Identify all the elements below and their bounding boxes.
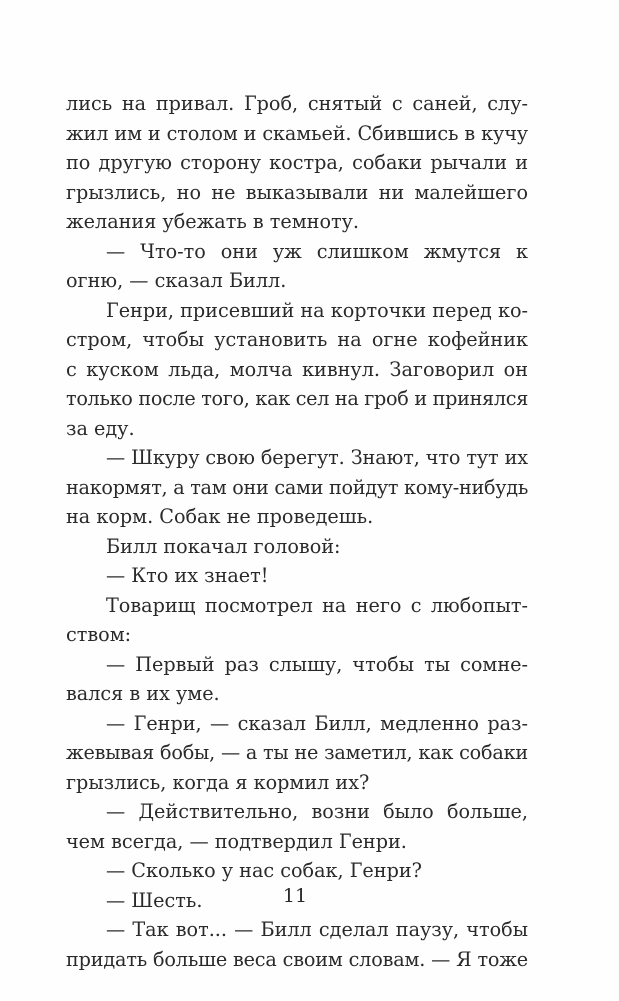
text-line: — Кто их знает!	[106, 564, 269, 587]
text-line: за еду.	[66, 416, 135, 440]
text-line: грызлись, но не выказывали ни малейшего	[66, 180, 528, 204]
text-line: на корм. Собак не проведешь.	[66, 505, 374, 528]
text-line: вался в их уме.	[66, 682, 220, 705]
text-line: с куском льда, молча кивнул. Заговорил он	[66, 357, 528, 381]
body-text	[66, 89, 528, 974]
text-line: накормят, а там они сами пойдут кому-нибудь	[66, 475, 528, 499]
text-line: Товарищ посмотрел на него с любопыт-	[106, 593, 528, 617]
text-line: ством:	[66, 623, 132, 646]
text-line: лись на привал. Гроб, снятый с саней, слу-	[66, 92, 528, 115]
text-line: грызлись, когда я кормил их?	[66, 770, 370, 794]
page-number: 11	[282, 885, 308, 907]
text-line: — Шесть.	[106, 888, 203, 912]
text-line: только после того, как сел на гроб и принялся	[66, 387, 528, 410]
text-line: жил им и столом и скамьей. Сбившись в кучу	[66, 121, 528, 145]
text-line: огню, — сказал Билл.	[66, 269, 287, 292]
text-line: чем всегда, — подтвердил Генри.	[66, 829, 407, 853]
text-line: — Шкуру свою берегут. Знают, что тут их	[106, 446, 528, 469]
text-line: — Действительно, возни было больше,	[106, 800, 528, 823]
text-line: желания убежать в темноту.	[66, 210, 360, 233]
text-line: Билл покачал головой:	[106, 534, 341, 558]
text-line: — Генри, — сказал Билл, медленно раз-	[106, 711, 528, 735]
text-line: — Сколько у нас собак, Генри?	[106, 859, 422, 882]
text-line: — Первый раз слышу, чтобы ты сомне-	[106, 652, 528, 676]
text-line: Генри, присевший на корточки перед ко-	[106, 298, 528, 322]
text-line: жевывая бобы, — а ты не заметил, как собаки	[66, 741, 528, 764]
text-line: стром, чтобы установить на огне кофейник	[66, 328, 528, 351]
text-line: — Что-то они уж слишком жмутся к	[106, 239, 528, 263]
text-line: придать больше веса своим словам. — Я тоже	[66, 947, 528, 971]
text-line: по другую сторону костра, собаки рычали и	[66, 151, 528, 174]
text-line: — Так вот... — Билл сделал паузу, чтобы	[106, 918, 528, 941]
